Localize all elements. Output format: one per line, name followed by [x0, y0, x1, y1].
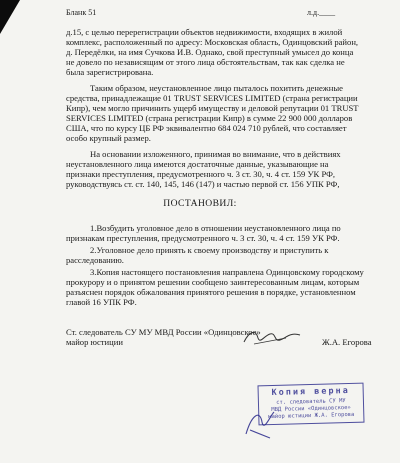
body-line: особо крупный размер. [66, 133, 151, 143]
body-line: средства, принадлежащие 01 TRUST SERVICES LIMITED (страна регистрации [66, 93, 358, 103]
form-label: Бланк 51 [66, 8, 97, 17]
body-line: д.15, с целью перерегистрации объектов недвижимости, входящих в жилой [66, 27, 343, 37]
signer-rank: майор юстиции [66, 337, 123, 347]
signer-name: Ж.А. Егорова [322, 337, 372, 347]
body-line: SERVICES LIMITED (страна регистрации Кипр) в сумме 22 900 000 долларов [66, 113, 353, 123]
stamp-line: майор юстиции Ж.А. Егорова [268, 411, 355, 421]
resolution-line: 3.Копия настоящего постановления направлена Одинцовскому городскому [90, 267, 364, 277]
signer-position: Ст. следователь СУ МУ МВД России «Одинцовское» [66, 327, 261, 337]
body-line: США, что по курсу ЦБ РФ эквивалентно 684 024 710 рублей, что составляет [66, 123, 347, 133]
resolution-line: 1.Возбудить уголовное дело в отношении неустановленного лица по [90, 223, 341, 233]
body-line: не довело по независящим от этого лица обстоятельствам, так как сделка не [66, 57, 345, 67]
resolution-line: расследованию. [66, 255, 124, 265]
stamp-line: МВД России «Одинцовское» [271, 404, 351, 414]
body-line: неустановленного лица имеются достаточные данные, указывающие на [66, 159, 329, 169]
resolution-line: разъяснен порядок обжалования принятого решения в порядке, установленном [66, 287, 356, 297]
body-line: комплекс, расположенный по адресу: Московская область, Одинцовский район, [66, 37, 359, 47]
resolution-heading: ПОСТАНОВИЛ: [163, 198, 237, 209]
stamp-signature [240, 404, 280, 444]
body-line: руководствуясь ст. ст. 140, 145, 146 (147) и частью первой ст. 156 УПК РФ, [66, 179, 340, 189]
handwritten-signature [240, 326, 304, 348]
resolution-line: прокурору и о принятом решении сообщено заинтересованным лицам, которым [66, 277, 360, 287]
resolution-line: признакам преступления, предусмотренного ч. 3 ст. 30, ч. 4 ст. 159 УК РФ. [66, 233, 340, 243]
body-line: Кипр), чем могло причинить ущерб имуществу и деловой репутации 01 TRUST [66, 103, 359, 113]
resolution-line: 2.Уголовное дело принять к своему производству и приступить к [90, 245, 329, 255]
stamp-line: ст. следователь СУ МУ [276, 398, 346, 406]
resolution-line: главой 16 УПК РФ. [66, 297, 137, 307]
body-line: Таким образом, неустановленное лицо пыталось похитить денежные [90, 83, 343, 93]
body-line: признаки преступления, предусмотренного ч. 3 ст. 30, ч. 4 ст. 159 УК РФ, [66, 169, 336, 179]
body-line: д. Передёлки, на имя Сучкова И.В. Однако, свой преступный умысел до конца [66, 47, 354, 57]
body-line: была зарегистрирована. [66, 67, 154, 77]
scan-shadow [0, 0, 20, 34]
body-line: На основании изложенного, принимая во внимание, что в действиях [90, 149, 341, 159]
stamp-title: Копия верна [271, 385, 350, 399]
sheet-label: л.д.____ [307, 8, 336, 17]
